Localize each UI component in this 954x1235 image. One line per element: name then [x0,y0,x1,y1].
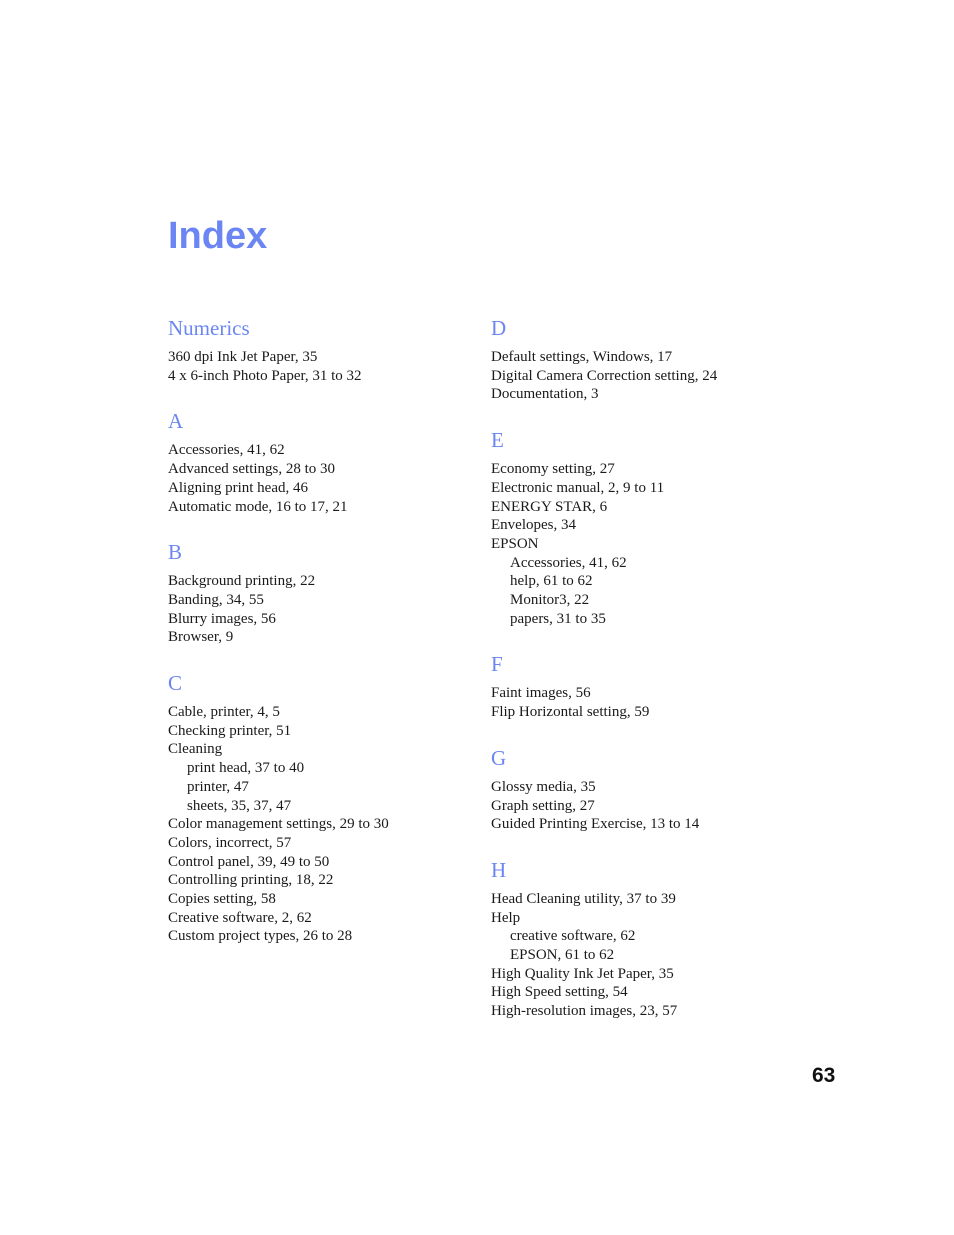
index-section [491,312,791,404]
index-subentry: help, 61 to 62 [510,573,593,590]
index-entry: Cable, printer, 4, 5 [168,704,280,721]
index-entry: ENERGY STAR, 6 [491,498,608,515]
page-number: 63 [812,1064,836,1087]
index-subentry: print head, 37 to 40 [187,760,305,777]
index-section [168,667,468,946]
index-column-left [168,312,468,966]
index-entry: Glossy media, 35 [491,778,596,795]
section-heading: Numerics [168,316,250,340]
section-heading: C [168,671,183,696]
index-subentry: Accessories, 41, 62 [510,554,627,571]
index-entry: Help [491,909,521,926]
section-heading: H [491,857,507,882]
index-entry: Copies setting, 58 [168,891,276,908]
index-entry: Banding, 34, 55 [168,591,264,608]
index-entry: Accessories, 41, 62 [168,442,285,459]
section-heading: F [491,652,503,677]
page-title: Index [168,215,268,257]
index-entry: High-resolution images, 23, 57 [491,1003,678,1020]
section-heading: G [491,745,507,770]
index-section [168,536,468,647]
index-entry: Checking printer, 51 [168,722,292,739]
index-entry: EPSON [491,535,539,552]
section-heading: A [168,409,184,434]
index-section [491,742,791,834]
index-entry: Flip Horizontal setting, 59 [491,704,650,721]
index-entry: 4 x 6-inch Photo Paper, 31 to 32 [168,367,362,384]
index-entry: Background printing, 22 [168,573,316,590]
index-entry: Automatic mode, 16 to 17, 21 [168,498,348,515]
index-subentry: Monitor3, 22 [510,592,590,609]
index-subentry: creative software, 62 [510,928,636,945]
index-entry: Creative software, 2, 62 [168,909,312,926]
index-entry: 360 dpi Ink Jet Paper, 35 [168,349,318,365]
index-subentry: printer, 47 [187,778,249,795]
index-section [491,854,791,1021]
index-entry: Electronic manual, 2, 9 to 11 [491,479,665,496]
index-entry: Controlling printing, 18, 22 [168,872,334,889]
index-entry: Guided Printing Exercise, 13 to 14 [491,816,700,833]
index-entry: Cleaning [168,741,223,758]
index-subentry: papers, 31 to 35 [510,610,606,627]
index-section [168,312,468,385]
index-entry: Browser, 9 [168,629,234,646]
index-subentry: sheets, 35, 37, 47 [187,797,292,814]
section-heading: E [491,428,504,453]
index-entry: Envelopes, 34 [491,517,576,534]
index-entry: Economy setting, 27 [491,461,615,478]
index-section [491,424,791,628]
index-column-right [491,312,791,1041]
index-entry: Graph setting, 27 [491,797,595,814]
index-entry: Color management settings, 29 to 30 [168,816,389,833]
section-heading: D [491,316,507,340]
index-section [168,405,468,516]
index-subentry: EPSON, 61 to 62 [510,947,615,964]
index-entry: Colors, incorrect, 57 [168,834,292,851]
index-entry: Digital Camera Correction setting, 24 [491,367,718,384]
index-entry: Control panel, 39, 49 to 50 [168,853,330,870]
index-entry: High Speed setting, 54 [491,984,628,1001]
index-entry: Custom project types, 26 to 28 [168,928,353,945]
index-entry: Documentation, 3 [491,386,599,403]
index-section [491,648,791,721]
index-entry: Default settings, Windows, 17 [491,349,673,365]
index-entry: High Quality Ink Jet Paper, 35 [491,965,674,982]
index-entry: Advanced settings, 28 to 30 [168,461,336,478]
index-entry: Head Cleaning utility, 37 to 39 [491,890,676,907]
index-entry: Blurry images, 56 [168,610,276,627]
index-entry: Faint images, 56 [491,685,591,702]
section-heading: B [168,540,183,565]
index-entry: Aligning print head, 46 [168,479,308,496]
